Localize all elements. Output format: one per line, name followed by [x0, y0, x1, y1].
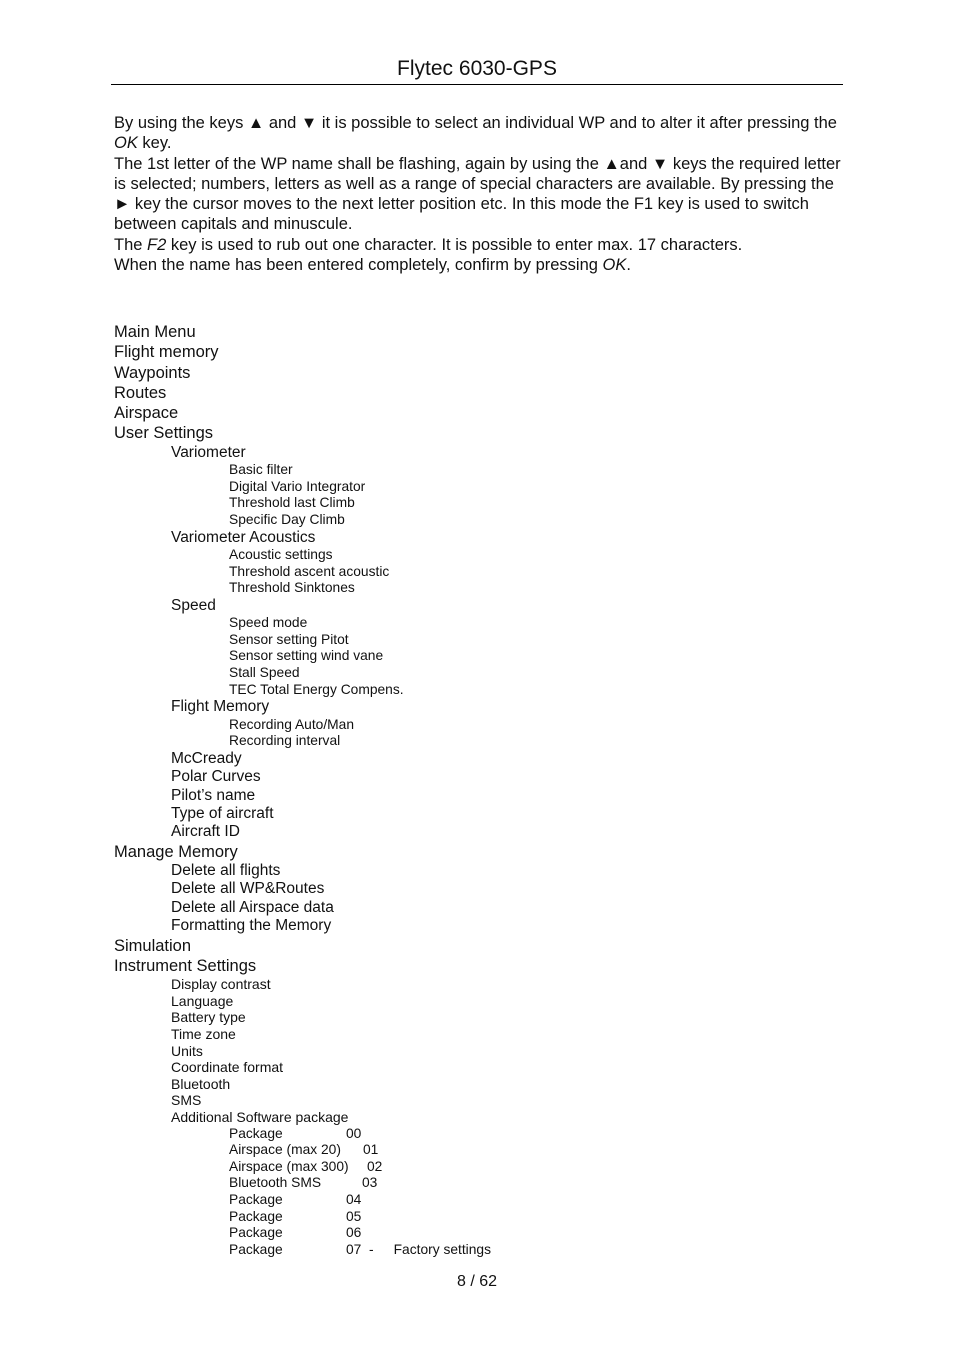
menu-delete-all-flights: Delete all flights: [171, 862, 281, 880]
package-code: 00: [346, 1125, 362, 1141]
menu-threshold-ascent-acoustic: Threshold ascent acoustic: [229, 563, 390, 579]
package-row: [114, 1225, 844, 1242]
package-note: Factory settings: [393, 1241, 491, 1257]
ok-key-text: OK: [602, 256, 627, 275]
menu-speed: Speed: [171, 596, 216, 614]
intro-p1-end: key.: [137, 134, 172, 153]
menu-manage-memory: Manage Memory: [114, 842, 238, 861]
menu-routes: Routes: [114, 383, 167, 402]
intro-p3-end: key is used to rub out one character. It is possible to enter max. 17 characters.: [166, 235, 743, 254]
package-name: Package: [229, 1125, 283, 1141]
package-name: Package: [229, 1225, 283, 1241]
package-row: [114, 1175, 844, 1192]
package-name: Airspace (max 20): [229, 1142, 341, 1158]
menu-basic-filter: Basic filter: [229, 462, 293, 478]
menu-coordinate-format: Coordinate format: [171, 1059, 284, 1076]
package-code: 04: [346, 1191, 362, 1207]
menu-user-settings: User Settings: [114, 424, 214, 443]
package-code: 03: [362, 1175, 378, 1191]
menu-main-menu: Main Menu: [114, 323, 196, 341]
menu-additional-software: Additional Software package: [171, 1109, 349, 1126]
menu-delete-all-wp-routes: Delete all WP&Routes: [171, 880, 325, 898]
menu-display-contrast: Display contrast: [171, 976, 271, 993]
menu-delete-all-airspace: Delete all Airspace data: [171, 898, 334, 916]
package-name: Package: [229, 1191, 283, 1207]
menu-recording-auto-man: Recording Auto/Man: [229, 716, 355, 732]
menu-sensor-setting-pitot: Sensor setting Pitot: [229, 631, 349, 647]
package-row: [114, 1142, 844, 1159]
menu-sensor-setting-wind-vane: Sensor setting wind vane: [229, 648, 384, 664]
menu-tree: [114, 322, 844, 1258]
menu-acoustic-settings: Acoustic settings: [229, 546, 333, 562]
page-number: 8 / 62: [456, 1273, 498, 1290]
package-code: 01: [363, 1142, 379, 1158]
menu-flight-memory-settings: Flight Memory: [171, 698, 270, 716]
menu-type-of-aircraft: Type of aircraft: [171, 804, 274, 822]
menu-variometer-acoustics: Variometer Acoustics: [171, 528, 316, 546]
intro-p1-text: By using the keys ▲ and ▼ it is possible to select an individual WP and to alter it after pressing the: [114, 114, 837, 132]
intro-paragraph-3: [114, 235, 846, 255]
package-row: [114, 1192, 844, 1209]
package-name: Airspace (max 300): [229, 1158, 349, 1174]
intro-p4-end: .: [626, 256, 631, 275]
menu-airspace: Airspace: [114, 404, 179, 423]
intro-paragraph-4: [114, 255, 846, 275]
menu-polar-curves: Polar Curves: [171, 768, 261, 786]
menu-waypoints: Waypoints: [114, 363, 191, 382]
intro-text: [114, 113, 846, 275]
menu-bluetooth: Bluetooth: [171, 1075, 231, 1092]
package-name: Package: [229, 1208, 283, 1224]
menu-battery-type: Battery type: [171, 1009, 246, 1026]
menu-recording-interval: Recording interval: [229, 733, 341, 749]
menu-threshold-last-climb: Threshold last Climb: [229, 495, 355, 511]
intro-p4-text: When the name has been entered completely, confirm by pressing: [114, 256, 603, 275]
menu-simulation: Simulation: [114, 936, 192, 955]
package-code: 02: [367, 1158, 383, 1174]
ok-key-text: OK: [114, 134, 138, 153]
menu-sms: SMS: [171, 1092, 202, 1109]
menu-aircraft-id: Aircraft ID: [171, 823, 240, 841]
f2-key-text: F2: [147, 235, 167, 254]
package-code: 05: [346, 1208, 362, 1224]
menu-speed-mode: Speed mode: [229, 615, 308, 631]
menu-specific-day-climb: Specific Day Climb: [229, 511, 345, 527]
package-code: 07 -: [346, 1241, 374, 1257]
page-header-title: Flytec 6030-GPS: [397, 57, 557, 80]
menu-flight-memory: Flight memory: [114, 343, 219, 362]
menu-pilots-name: Pilot’s name: [171, 786, 256, 804]
menu-digital-vario-integrator: Digital Vario Integrator: [229, 478, 366, 494]
intro-p3-text: The: [114, 235, 148, 254]
menu-instrument-settings: Instrument Settings: [114, 956, 257, 975]
intro-paragraph-2: The 1st letter of the WP name shall be flashing, again by using the ▲and ▼ keys the required letter is selected; numbers, letters as well as a range of special characters are available. By pressing the ► key the cursor moves to the next letter position etc. In this mode the F1 key is used to switch between capitals and minuscule.: [114, 154, 841, 234]
menu-formatting-memory: Formatting the Memory: [171, 917, 332, 935]
package-row: [114, 1159, 844, 1176]
package-name: Bluetooth SMS: [229, 1175, 322, 1191]
menu-threshold-sinktones: Threshold Sinktones: [229, 580, 355, 596]
package-code: 06: [346, 1225, 362, 1241]
menu-variometer: Variometer: [171, 443, 246, 461]
menu-time-zone: Time zone: [171, 1026, 236, 1043]
menu-units: Units: [171, 1042, 203, 1059]
header-divider: [111, 84, 843, 85]
intro-paragraph-1: [114, 113, 846, 154]
menu-mccready: McCready: [171, 749, 242, 767]
menu-language: Language: [171, 992, 234, 1009]
package-row: [114, 1209, 844, 1226]
package-name: Package: [229, 1241, 283, 1257]
package-row: [114, 1126, 844, 1143]
menu-tec: TEC Total Energy Compens.: [229, 681, 404, 697]
package-row: [114, 1242, 844, 1259]
menu-stall-speed: Stall Speed: [229, 664, 300, 680]
